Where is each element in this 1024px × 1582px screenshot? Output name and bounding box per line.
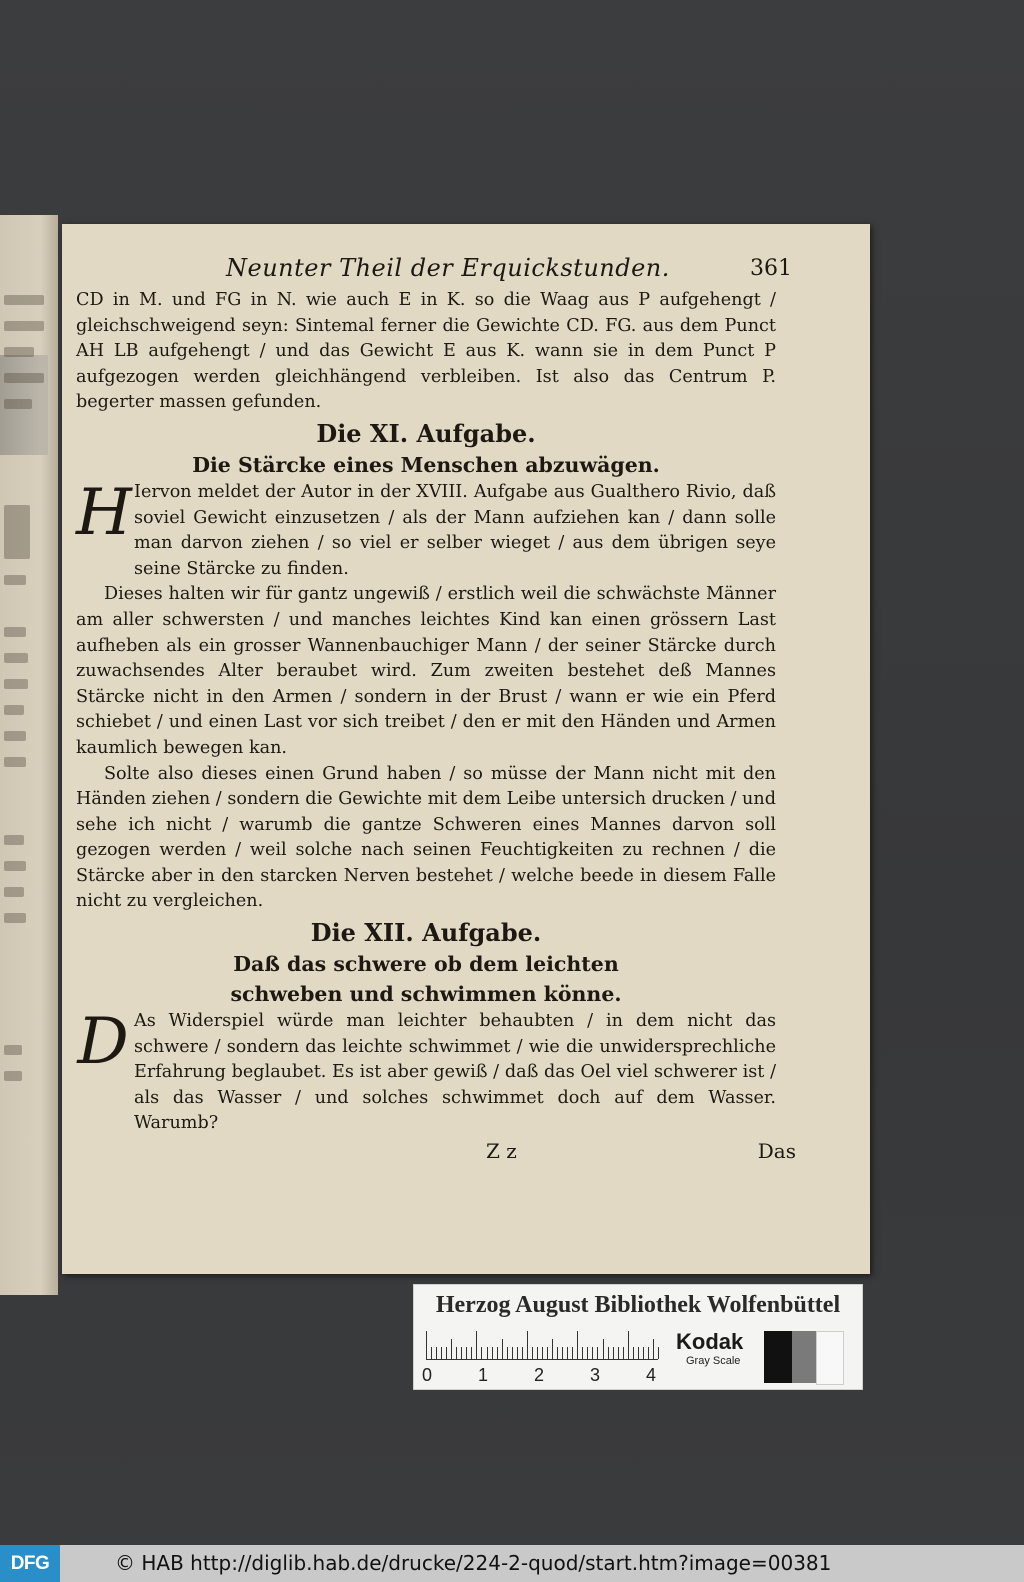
- gray-scale-label: Gray Scale: [686, 1355, 741, 1367]
- ruler-tick: [471, 1347, 472, 1359]
- catchword: Das: [757, 1139, 796, 1164]
- ruler-tick: [557, 1347, 558, 1359]
- ruler-tick: [618, 1347, 619, 1359]
- ghost-text-line: [4, 347, 34, 357]
- section-xii-heading: Die XII. Aufgabe.: [310, 918, 542, 948]
- ghost-text-line: [4, 653, 28, 663]
- ruler-tick: [658, 1347, 659, 1359]
- ruler-tick: [512, 1347, 513, 1359]
- ruler-tick: [562, 1347, 563, 1359]
- ruler-tick: [648, 1347, 649, 1359]
- section-xi-heading: Die XI. Aufgabe.: [316, 418, 536, 448]
- section-xi-subheading: Die Stärcke eines Menschen abzuwägen.: [192, 452, 660, 477]
- ghost-text-line: [4, 913, 26, 923]
- ruler-tick: [643, 1347, 644, 1359]
- swatch-gray: [792, 1331, 816, 1383]
- ruler-tick: [567, 1347, 568, 1359]
- ruler-tick: [592, 1347, 593, 1359]
- ghost-text-line: [4, 705, 24, 715]
- ruler-tick: [441, 1347, 442, 1359]
- ruler-tick: [628, 1331, 629, 1359]
- ruler-tick: [582, 1347, 583, 1359]
- kodak-logo: Kodak: [676, 1329, 744, 1354]
- ruler-tick: [456, 1347, 457, 1359]
- catchline: [76, 1137, 796, 1167]
- ruler-number: 1: [478, 1365, 489, 1385]
- ruler-tick: [436, 1347, 437, 1359]
- ruler-number: 2: [534, 1365, 545, 1385]
- measurement-ruler: [426, 1329, 658, 1360]
- ghost-text-line: [4, 575, 26, 585]
- ghost-text-line: [4, 321, 44, 331]
- ruler-tick: [431, 1347, 432, 1359]
- ruler-tick: [446, 1347, 447, 1359]
- ghost-text-line: [4, 399, 32, 409]
- ruler-tick: [547, 1347, 548, 1359]
- ruler-tick: [603, 1339, 604, 1359]
- section-xi-paragraph-1: Iervon meldet der Autor in der XVIII. Aufgabe aus Gualthero Rivio, daß soviel Gewicht einzusetzen / als der Mann aufziehen kan / dann solle man darvon ziehen / so viel er selber wieget / aus dem übrigen seye seine Stärcke zu finden.: [134, 481, 776, 579]
- ruler-tick: [517, 1347, 518, 1359]
- book-page: [62, 224, 870, 1274]
- ghost-text-line: [4, 1045, 22, 1055]
- swatch-white: [816, 1331, 844, 1385]
- section-xii-first-paragraph: [76, 1005, 776, 1137]
- intro-paragraph: CD in M. und FG in N. wie auch E in K. so die Waag aus P aufgehengt / gleichschweigend seyn: Sintemal ferner die Gewichte CD. FG. aus dem Punct AH LB aufgehengt / und das Gewicht E aus K. wann sie in dem Punct P aufgezogen werden gleichhängend verbleiben. Ist also das Centrum P. begerter massen gefunden.: [76, 290, 776, 413]
- swatch-black: [764, 1331, 792, 1383]
- ghost-text-line: [4, 887, 24, 897]
- ruler-tick: [532, 1347, 533, 1359]
- ruler-tick: [653, 1339, 654, 1359]
- page-number: 361: [750, 256, 792, 281]
- section-xi-paragraph-2: Dieses halten wir für gantz ungewiß / erstlich weil die schwächste Männer am aller schwersten / und manches leichtes Kind kan einen grössern Last aufheben als ein grosser Wannenbauchiger Mann / der seiner Stärcke durch zuwachsendes Alter beraubet wird. Zum zweiten bestehet deß Mannes Stärcke nicht in den Armen / sondern in der Brust / wann er wie ein Pferd schiebet / und einen Last vor sich treibet / den er mit den Händen und Armen kaumlich bewegen kan.: [76, 584, 776, 758]
- ghost-text-line: [4, 1071, 22, 1081]
- copyright-link[interactable]: © HAB http://diglib.hab.de/drucke/224-2-quod/start.htm?image=00381: [115, 1551, 832, 1575]
- running-head: [76, 254, 792, 288]
- ruler-tick: [597, 1347, 598, 1359]
- ruler-tick: [623, 1347, 624, 1359]
- signature-mark: Z z: [486, 1139, 517, 1164]
- ruler-tick: [633, 1347, 634, 1359]
- ruler-tick: [451, 1339, 452, 1359]
- ghost-text-line: [4, 295, 44, 305]
- running-title: Neunter Theil der Erquickstunden.: [226, 254, 670, 282]
- ruler-tick: [492, 1347, 493, 1359]
- section-xii-paragraph-1: As Widerspiel würde man leichter behaubten / in dem nicht das schwere / sondern das leichte schwimmet / wie die unwidersprechliche Erfahrung beglaubet. Es ist aber gewiß / daß das Oel viel schwerer ist / als das Wasser / und solches schwimmet doch auf dem Wasser. Warumb?: [134, 1011, 776, 1134]
- dropcap-h: H: [76, 475, 132, 550]
- ruler-tick: [487, 1347, 488, 1359]
- ghost-text-line: [4, 373, 44, 383]
- ruler-tick: [476, 1331, 477, 1359]
- ruler-tick: [507, 1347, 508, 1359]
- ruler-tick: [481, 1347, 482, 1359]
- ruler-tick: [522, 1347, 523, 1359]
- ghost-text-line: [4, 835, 24, 845]
- ghost-text-line: [4, 679, 28, 689]
- ruler-tick: [461, 1347, 462, 1359]
- ruler-tick: [552, 1339, 553, 1359]
- dropcap-d: D: [77, 1005, 129, 1080]
- ruler-tick: [502, 1339, 503, 1359]
- ruler-tick: [466, 1347, 467, 1359]
- ghost-dropcap: [4, 505, 30, 559]
- ruler-tick: [527, 1331, 528, 1359]
- color-calibration-card: [413, 1284, 863, 1390]
- ruler-tick: [577, 1331, 578, 1359]
- ruler-tick: [537, 1347, 538, 1359]
- ghost-text-line: [4, 757, 26, 767]
- ruler-number: 0: [422, 1365, 433, 1385]
- page-text-block: [76, 254, 796, 1167]
- ghost-text-line: [4, 861, 26, 871]
- ruler-number: 4: [646, 1365, 657, 1385]
- section-xi-first-paragraph: [76, 475, 776, 582]
- ruler-tick: [608, 1347, 609, 1359]
- ruler-number: 3: [590, 1365, 601, 1385]
- section-xi-paragraph-3: Solte also dieses einen Grund haben / so müsse der Mann nicht mit den Händen ziehen / sondern die Gewichte mit dem Leibe untersich drucken / und sehe ich nicht / warumb die gantze Schweren eines Mannes darvon soll gezogen werden / weil solche nach seinen Feuchtigkeiten zu rechnen / die Stärcke aber in den starcken Nerven bestehet / welche beede in diesem Falle nicht zu vergleichen.: [76, 763, 776, 912]
- ghost-text-line: [4, 627, 26, 637]
- ruler-tick: [613, 1347, 614, 1359]
- ghost-text-line: [4, 731, 26, 741]
- previous-page-edge: [0, 215, 58, 1295]
- ruler-tick: [638, 1347, 639, 1359]
- ruler-tick: [587, 1347, 588, 1359]
- ruler-tick: [497, 1347, 498, 1359]
- ruler-tick: [426, 1331, 427, 1359]
- section-xii-subheading: Daß das schwere ob dem leichten schweben und schwimmen könne.: [230, 952, 622, 1007]
- library-name: Herzog August Bibliothek Wolfenbüttel: [435, 1292, 841, 1318]
- ruler-tick: [572, 1347, 573, 1359]
- footer-bar: [0, 1545, 1024, 1582]
- ruler-tick: [542, 1347, 543, 1359]
- dfg-logo: DFG: [0, 1545, 60, 1582]
